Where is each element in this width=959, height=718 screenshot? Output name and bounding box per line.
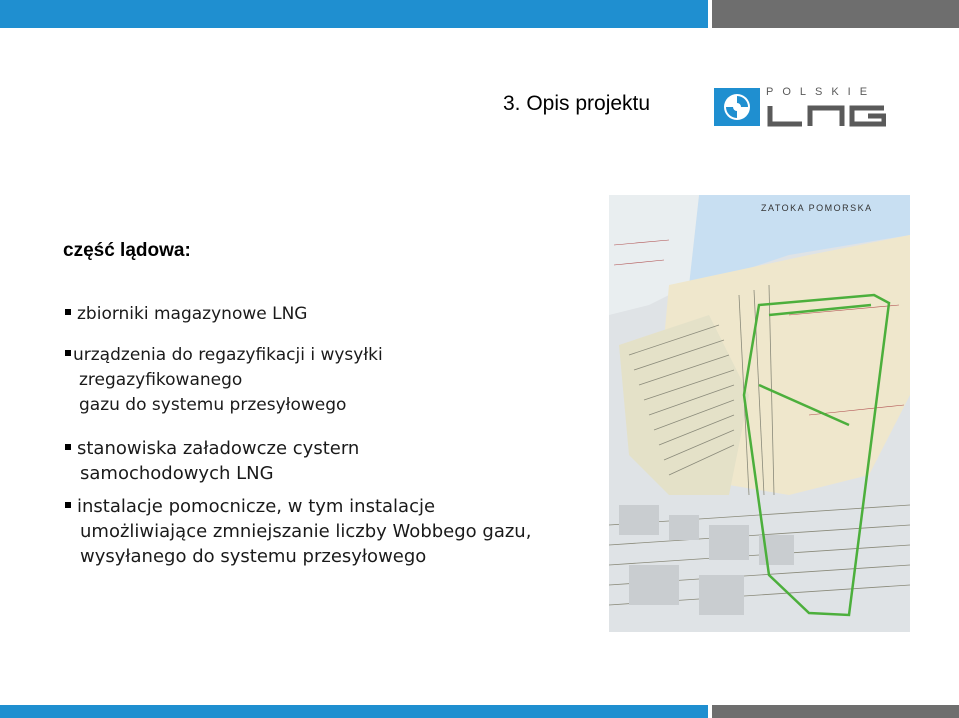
polskie-lng-logo [714, 86, 889, 128]
bullet-icon [65, 444, 71, 450]
top-gray-bar [712, 0, 959, 28]
bullet-icon [65, 309, 71, 315]
logo-text-lng [766, 94, 886, 128]
section-title: część lądowa: [63, 240, 191, 261]
map-label: ZATOKA POMORSKA [761, 203, 873, 213]
lng-logo-icon [714, 88, 760, 126]
bottom-accent-bar [0, 705, 708, 718]
bullet-icon [65, 502, 71, 508]
list-item: urządzenia do regazyfikacji i wysyłki zregazyfikowanego gazu do systemu przesyłowego [65, 343, 383, 418]
site-plan-map [609, 195, 910, 632]
top-accent-bar [0, 0, 708, 28]
bottom-gray-bar [712, 705, 959, 718]
logo-text-polskie: POLSKIE [766, 86, 877, 98]
bullet-icon [65, 350, 71, 356]
list-item: stanowiska załadowcze cystern samochodowych LNG [65, 436, 359, 486]
list-item: zbiorniki magazynowe LNG [65, 302, 307, 327]
slide-title: 3. Opis projektu [503, 92, 651, 115]
list-item: instalacje pomocnicze, w tym instalacje umożliwiające zmniejszanie liczby Wobbego gazu, wysyłanego do systemu przesyłowego [65, 494, 531, 569]
